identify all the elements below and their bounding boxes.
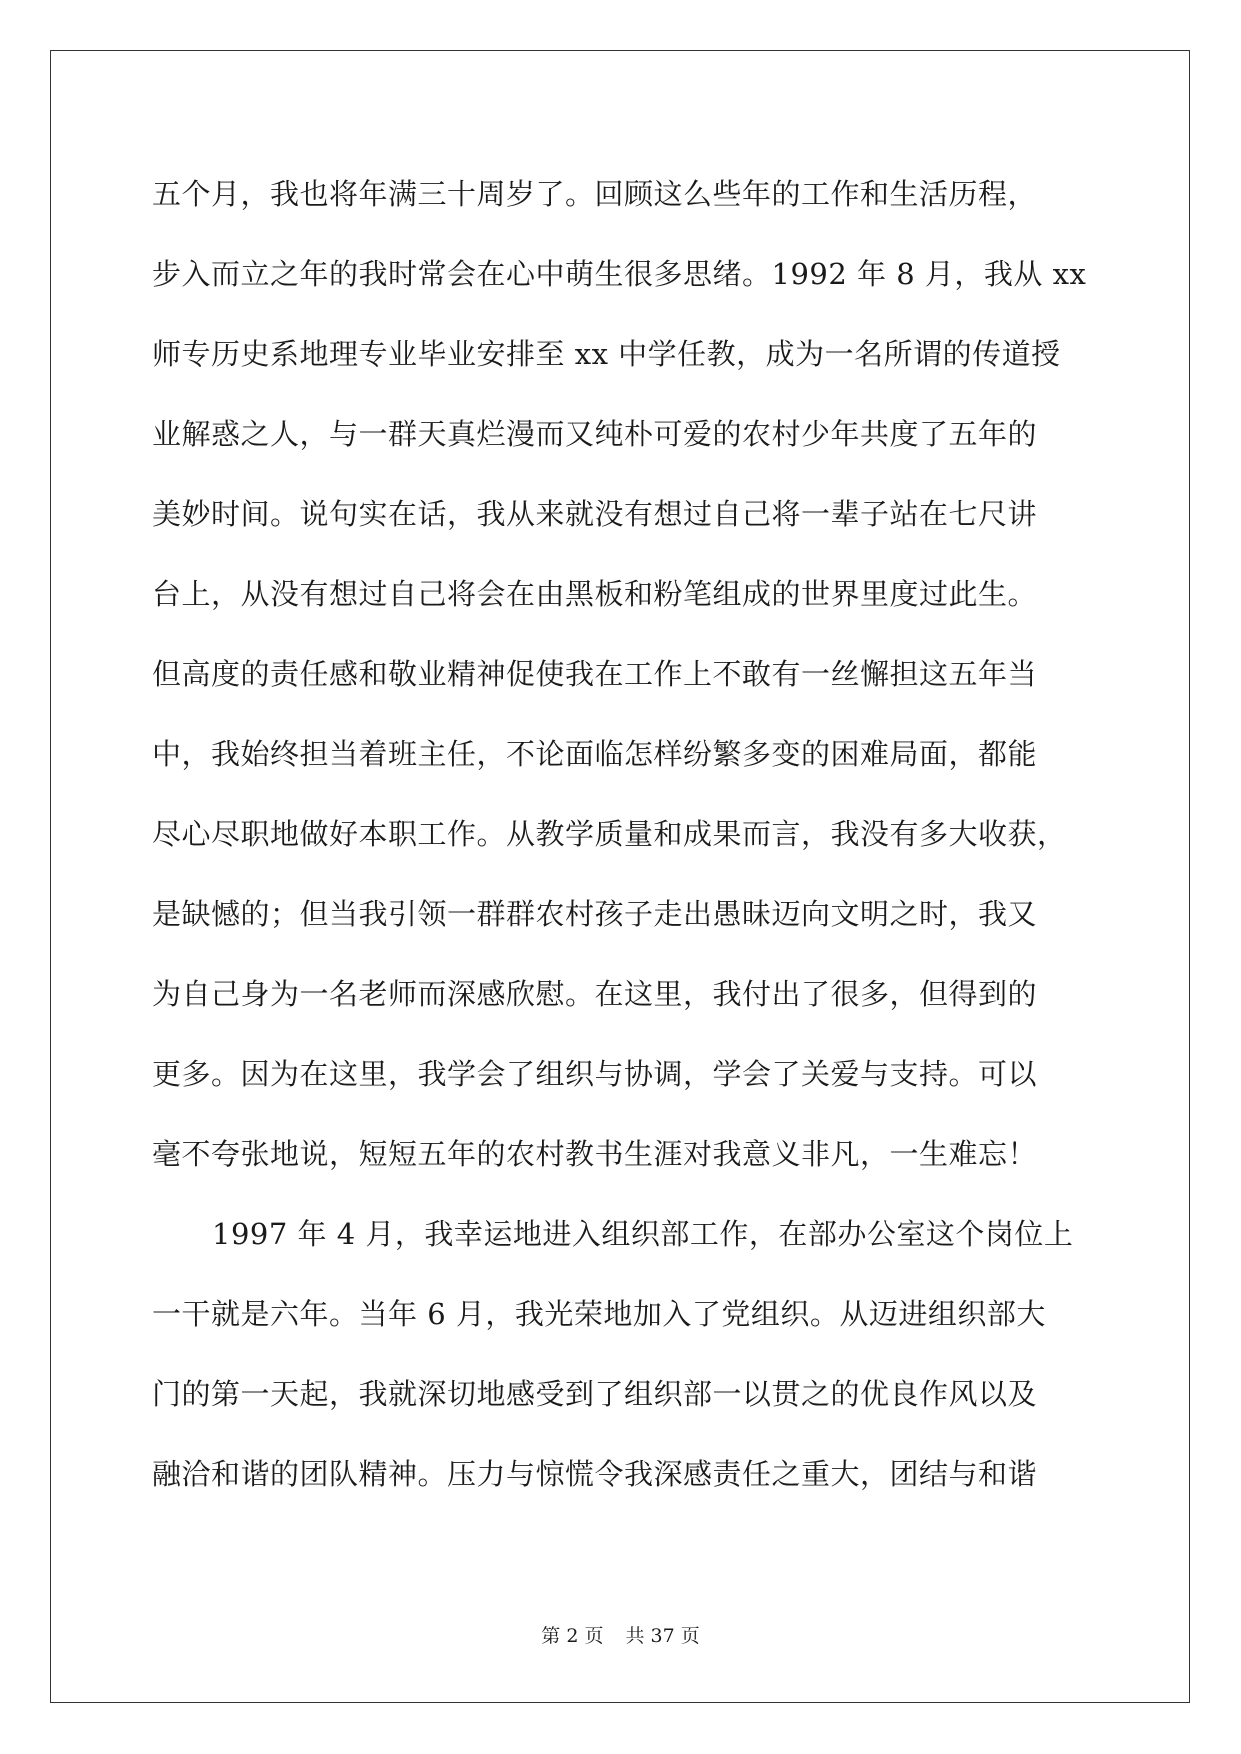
text-line: 融洽和谐的团队精神。压力与惊慌令我深感责任之重大，团结与和谐 [152,1457,1038,1491]
text-line: 为自己身为一名老师而深感欣慰。在这里，我付出了很多，但得到的 [152,977,1038,1011]
text-line: 五个月，我也将年满三十周岁了。回顾这么些年的工作和生活历程， [152,177,1038,211]
text-line: 美妙时间。说句实在话，我从来就没有想过自己将一辈子站在七尺讲 [152,497,1038,531]
text-line: 更多。因为在这里，我学会了组织与协调，学会了关爱与支持。可以 [152,1057,1038,1091]
text-line: 但高度的责任感和敬业精神促使我在工作上不敢有一丝懈担这五年当 [152,657,1038,691]
text-line: 尽心尽职地做好本职工作。从教学质量和成果而言，我没有多大收获， [152,817,1067,851]
text-line: 业解惑之人，与一群天真烂漫而又纯朴可爱的农村少年共度了五年的 [152,417,1038,451]
text-line: 中，我始终担当着班主任，不论面临怎样纷繁多变的困难局面，都能 [152,737,1038,771]
page-total: 共 37 页 [625,1625,700,1647]
page-number: 第 2 页 [541,1625,604,1647]
text-line: 台上，从没有想过自己将会在由黑板和粉笔组成的世界里度过此生。 [152,577,1038,611]
text-line: 步入而立之年的我时常会在心中萌生很多思绪。1992 年 8 月，我从 xx [152,257,1087,291]
text-line: 毫不夸张地说，短短五年的农村教书生涯对我意义非凡，一生难忘！ [152,1137,1038,1171]
page-footer [0,1624,1241,1648]
text-line: 师专历史系地理专业毕业安排至 xx 中学任教，成为一名所谓的传道授 [152,337,1061,371]
text-line: 门的第一天起，我就深切地感受到了组织部一以贯之的优良作风以及 [152,1377,1038,1411]
paragraph-start-line: 1997 年 4 月，我幸运地进入组织部工作，在部办公室这个岗位上 [212,1217,1074,1251]
text-line: 是缺憾的；但当我引领一群群农村孩子走出愚昧迈向文明之时，我又 [152,897,1038,931]
text-line: 一干就是六年。当年 6 月，我光荣地加入了党组织。从迈进组织部大 [152,1297,1046,1331]
